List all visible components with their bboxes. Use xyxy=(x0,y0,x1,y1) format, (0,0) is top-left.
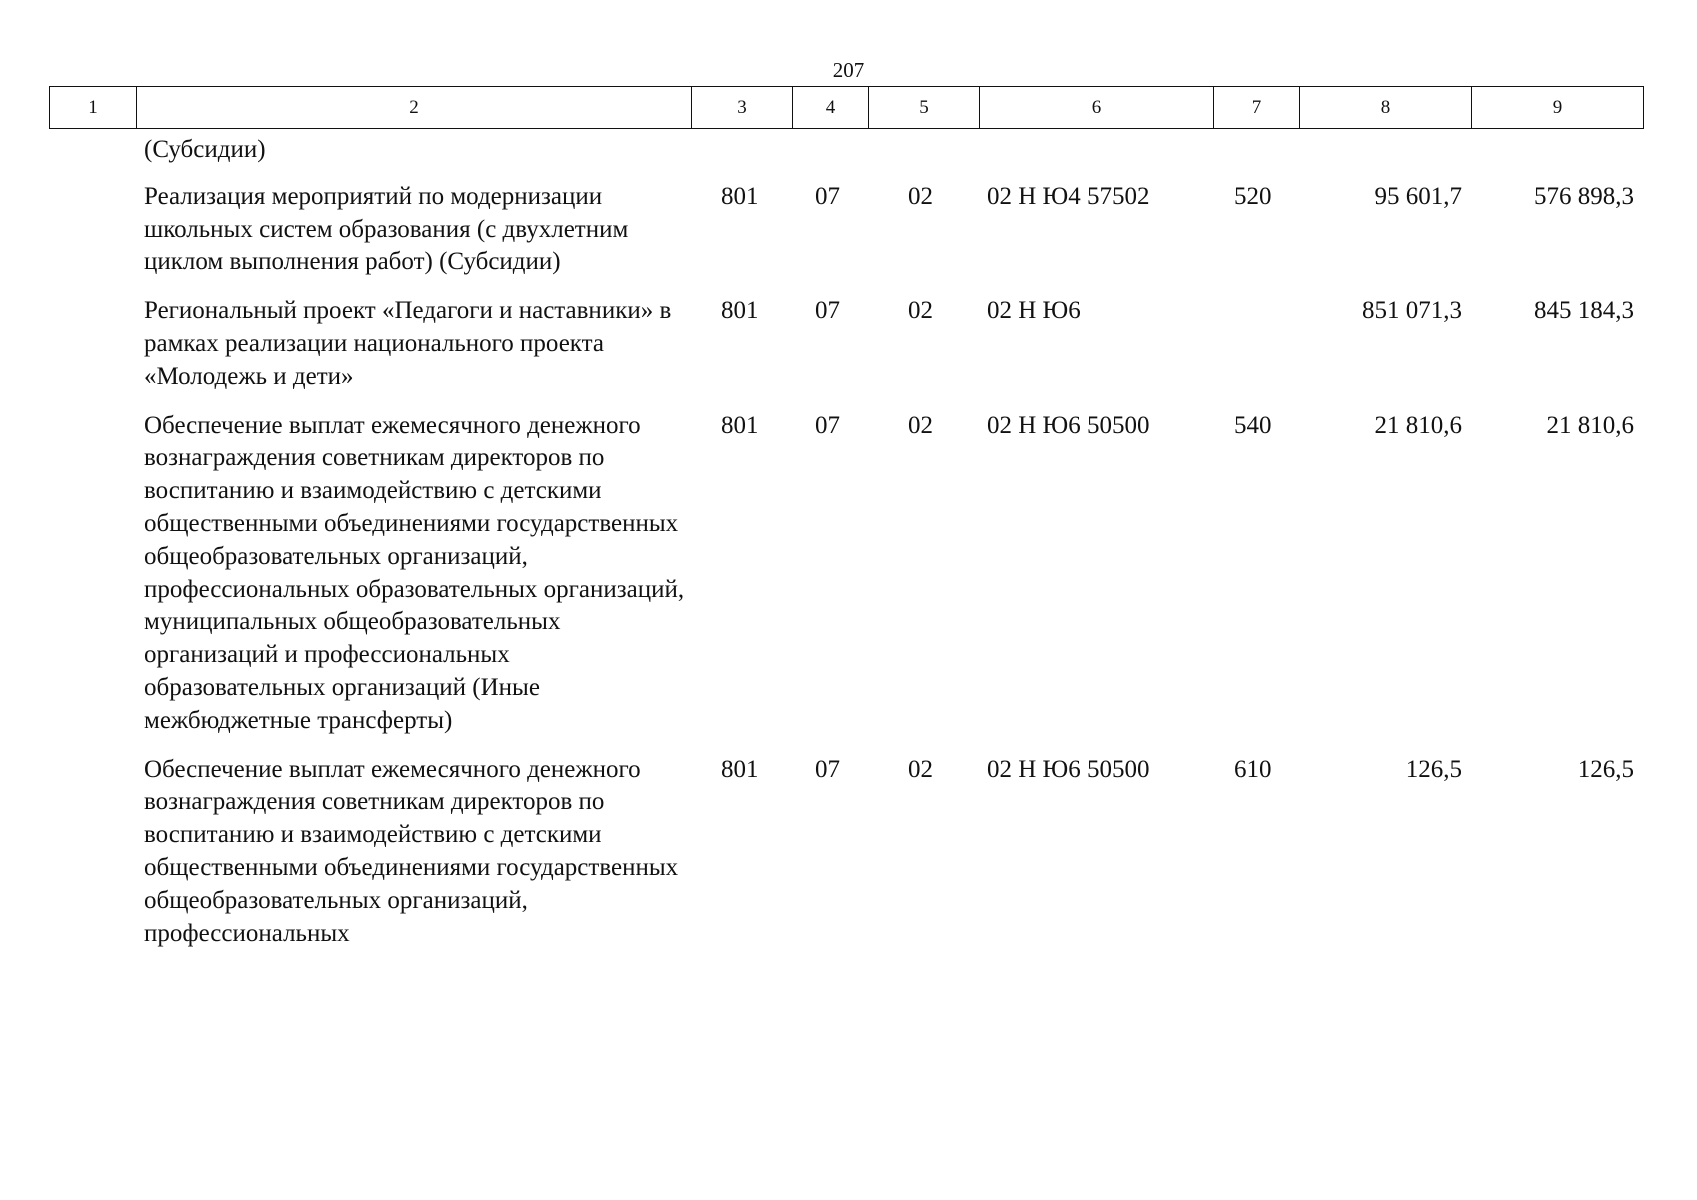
row-section-code xyxy=(792,134,868,181)
header-col-9: 9 xyxy=(1472,87,1644,129)
row-ministry-code: 801 xyxy=(721,182,759,210)
row-amount-col9 xyxy=(1471,134,1643,181)
row-expense-type: 540 xyxy=(1234,411,1272,439)
row-amount-col9: 845 184,3 xyxy=(1534,297,1634,325)
row-target-article: 02 Н Ю4 57502 xyxy=(987,182,1150,210)
row-target-article xyxy=(979,134,1213,181)
row-amount-col9: 576 898,3 xyxy=(1534,182,1634,210)
row-name: Реализация мероприятий по модернизации школьных систем образования (с двухлетним циклом выполнения работ) (Субсидии) xyxy=(144,182,629,276)
table-row xyxy=(49,295,1643,409)
header-col-5: 5 xyxy=(869,87,980,129)
row-amount-col9: 21 810,6 xyxy=(1546,411,1634,439)
row-name: Обеспечение выплат ежемесячного денежного вознаграждения советникам директоров по воспитанию и взаимодействию с детскими общественными объединениями государственных общеобразовательных организаций, профессиональных образовательных организаций, муниципальных общеобразовательных организаций и профессиональных образовательных организаций (Иные межбюджетные трансферты) xyxy=(144,411,685,734)
row-amount-col9: 126,5 xyxy=(1577,755,1634,783)
row-amount-col8 xyxy=(1299,134,1471,181)
row-subsection-code: 02 xyxy=(908,182,933,210)
row-target-article: 02 Н Ю6 xyxy=(987,297,1081,325)
row-expense-type xyxy=(1213,295,1299,409)
row-subsection-code: 02 xyxy=(908,755,933,783)
row-expense-type xyxy=(1213,134,1299,181)
row-expense-type: 520 xyxy=(1234,182,1272,210)
row-ministry-code: 801 xyxy=(721,297,759,325)
table-row xyxy=(49,754,1643,967)
table-row xyxy=(49,181,1643,295)
page-number: 207 xyxy=(832,58,865,82)
row-name: Региональный проект «Педагоги и наставники» в рамках реализации национального проекта «Молодежь и дети» xyxy=(144,297,672,390)
header-col-2: 2 xyxy=(137,87,692,129)
row-amount-col8: 95 601,7 xyxy=(1374,182,1462,210)
table-row xyxy=(49,410,1643,754)
header-col-7: 7 xyxy=(1214,87,1300,129)
row-subsection-code xyxy=(868,134,979,181)
row-ministry-code: 801 xyxy=(721,755,759,783)
row-subsection-code: 02 xyxy=(908,411,933,439)
header-col-3: 3 xyxy=(692,87,793,129)
row-ministry-code: 801 xyxy=(721,411,759,439)
column-number-header xyxy=(49,86,1644,129)
header-col-8: 8 xyxy=(1300,87,1472,129)
row-target-article: 02 Н Ю6 50500 xyxy=(987,411,1150,439)
row-amount-col8: 126,5 xyxy=(1405,755,1462,783)
row-section-code: 07 xyxy=(815,755,840,783)
row-section-code: 07 xyxy=(815,182,840,210)
row-expense-type: 610 xyxy=(1234,755,1272,783)
row-name: Обеспечение выплат ежемесячного денежного вознаграждения советникам директоров по воспитанию и взаимодействию с детскими общественными объединениями государственных общеобразовательных организаций, профессиональных xyxy=(144,755,679,947)
row-target-article: 02 Н Ю6 50500 xyxy=(987,755,1150,783)
row-ministry-code xyxy=(691,134,792,181)
header-col-6: 6 xyxy=(980,87,1214,129)
row-amount-col8: 851 071,3 xyxy=(1362,297,1462,325)
row-section-code: 07 xyxy=(815,411,840,439)
row-name: (Субсидии) xyxy=(144,136,266,163)
header-col-4: 4 xyxy=(793,87,869,129)
row-amount-col8: 21 810,6 xyxy=(1374,411,1462,439)
header-col-1: 1 xyxy=(50,87,137,129)
row-subsection-code: 02 xyxy=(908,297,933,325)
row-section-code: 07 xyxy=(815,297,840,325)
budget-table-body xyxy=(49,134,1643,966)
table-row xyxy=(49,134,1643,181)
